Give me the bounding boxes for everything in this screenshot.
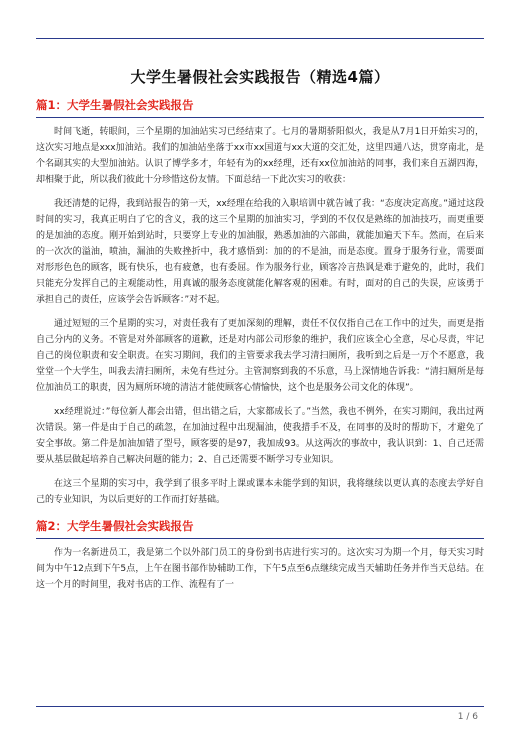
section-1-paragraph: 通过短短的三个星期的实习，对责任我有了更加深刻的理解，责任不仅仅指自己在工作中的过失，而更是指自己分内的义务。不管是对外部顾客的道歉，还是对内部公司形象的维护，我们应该全心全意，尽心尽责，牢记自己的岗位职责和安全职责。在实习期间，我们的主管要求我去学习清扫厕所，我听到之后是一万个不愿意，我堂堂一个大学生，叫我去清扫厕所，未免有些过分。主管洞察到我的不乐意，马上深情地告诉我：“清扫厕所是每位加油员工的职责，因为厕所环境的清洁才能使顾客心情愉快，这个也是服务公司文化的体现”。 [36,319,484,393]
document-page [36,38,484,706]
footer-rule [36,706,484,707]
section-1-heading: 篇1：大学生暑假社会实践报告 [36,97,484,118]
section-2-paragraph: 作为一名新进员工，我是第二个以外部门员工的身份到书店进行实习的。这次实习为期一个月，每天实习时间为中午12点到下午5点，上午在图书部作协辅助工作，下午5点至6点继续完成当天辅助任务并作当天总结。在这一个月的时间里，我对书店的工作、流程有了一 [36,548,484,590]
section-1-paragraph: 在这三个星期的实习中，我学到了很多平时上课或课本未能学到的知识，我将继续以更认真的态度去学好自己的专业知识，为以后更好的工作而打好基础。 [36,479,484,505]
document-title: 大学生暑假社会实践报告（精选4篇） [130,68,390,86]
section-2-heading: 篇2：大学生暑假社会实践报告 [36,518,484,539]
section-1-paragraph: xx经理说过：”每位新人都会出错，但出错之后，大家都成长了。”当然，我也不例外，在实习期间，我出过两次错误。第一件是由于自己的疏忽，在加油过程中出现漏油，使我措手不及，在同事的及时的帮助下，才避免了安全事故。第二件是加油加错了型号，顾客要的是97，我加成93。从这两次的事故中，我认识到：1、自己还需要从基层做起培养自己解决问题的能力；2、自己还需要不断学习专业知识。 [36,407,484,465]
section-1-paragraph: 时间飞逝，转眼间，三个星期的加油站实习已经结束了。七月的暑期骄阳似火，我是从7月1日开始实习的，这次实习地点是xxx加油站。我们的加油站坐落于xx市xx国道与xx大道的交汇处，这里四通八达，贯穿南北，是个名副其实的大型加油站。认识了博学多才，年轻有为的xx经理，还有xx位加油站的同事，我们来自五湖四海，却相聚于此，所以我们彼此十分珍惜这份友情。下面总结一下此次实习的收获： [36,127,484,185]
section-1-paragraph: 我还清楚的记得，我到站报告的第一天，xx经理在给我的入职培训中就告诫了我：“态度决定高度。”通过这段时间的实习，我真正明白了它的含义，我的这三个星期的加油实习，学到的不仅仅是熟练的加油技巧，而更重要的是加油的态度。刚开始到站时，只要穿上专业的加油服，熟悉加油的六部曲，就能加遍天下车。然而，在后来的一次次的溢油，喷油，漏油的失败挫折中，我才感悟到：加的的不是油，而是态度。置身于服务行业，需要面对形形色色的顾客，既有快乐，也有疲惫，也有委屈。作为服务行业，顾客冷言热讽是难于避免的，此时，我们只能充分发挥自己的主观能动性，用真诚的服务态度就能化解客观的困难。有时，面对的自己的失误，应该勇于承担自己的责任，应该学会告诉顾客：”对不起。 [36,199,484,305]
page-indicator: 1 / 6 [457,712,478,722]
